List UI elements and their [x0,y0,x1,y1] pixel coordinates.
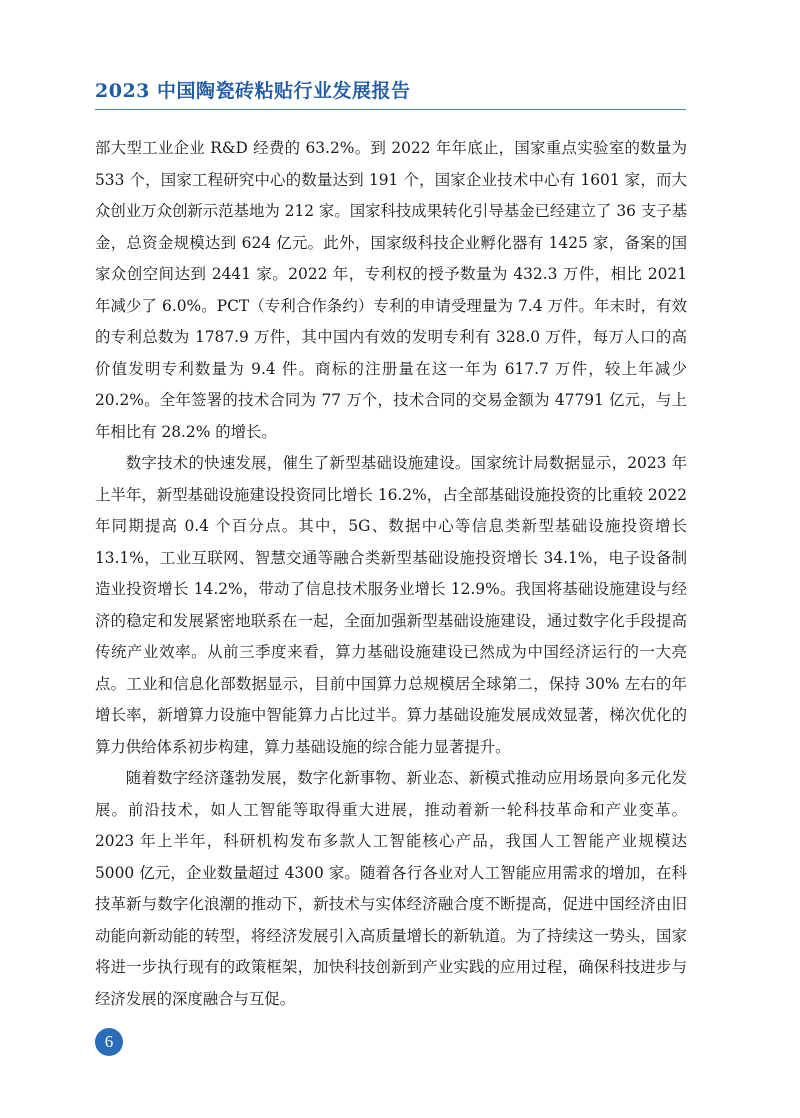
header-title: 2023 中国陶瓷砖粘贴行业发展报告 [95,80,411,102]
paragraph-digital-infrastructure: 数字技术的快速发展，催生了新型基础设施建设。国家统计局数据显示，2023 年上半年，新型基础设施建设投资同比增长 16.2%，占全部基础设施投资的比重较 2022 年同期提高 0.4 个百分点。其中，5G、数据中心等信息类新型基础设施投资增长 13.1%，工业互联网、智慧交通等融合类新型基础设施投资增长 34.1%，电子设备制造业投资增长 14.2%，带动了信息技术服务业增长 12.9%。我国将基础设施建设与经济的稳定和发展紧密地联系在一起，全面加强新型基础设施建设，通过数字化手段提高传统产业效率。从前三季度来看，算力基础设施建设已然成为中国经济运行的一大亮点。工业和信息化部数据显示，目前中国算力总规模居全球第二，保持 30% 左右的年增长率，新增算力设施中智能算力占比过半。算力基础设施发展成效显著，梯次优化的算力供给体系初步构建，算力基础设施的综合能力显著提升。 [95,454,687,756]
header-divider [95,109,686,110]
body-text [95,133,687,1015]
paragraph-ai-development: 随着数字经济蓬勃发展，数字化新事物、新业态、新模式推动应用场景向多元化发展。前沿技术，如人工智能等取得重大进展，推动着新一轮科技革命和产业变革。2023 年上半年，科研机构发布多款人工智能核心产品，我国人工智能产业规模达 5000 亿元，企业数量超过 4300 家。随着各行各业对人工智能应用需求的增加，在科技革新与数字化浪潮的推动下，新技术与实体经济融合度不断提高，促进中国经济由旧动能向新动能的转型，将经济发展引入高质量增长的新轨道。为了持续这一势头，国家将进一步执行现有的政策框架，加快科技创新到产业实践的应用过程，确保科技进步与经济发展的深度融合与互促。 [95,769,687,1008]
page-number-badge: 6 [95,1028,123,1056]
paragraph-continuation: 部大型工业企业 R&D 经费的 63.2%。到 2022 年年底止，国家重点实验室的数量为 533 个，国家工程研究中心的数量达到 191 个，国家企业技术中心有 1601 家，而大众创业万众创新示范基地为 212 家。国家科技成果转化引导基金已经建立了 36 支子基金，总资金规模达到 624 亿元。此外，国家级科技企业孵化器有 1425 家，备案的国家众创空间达到 2441 家。2022 年，专利权的授予数量为 432.3 万件，相比 2021 年减少了 6.0%。PCT（专利合作条约）专利的申请受理量为 7.4 万件。年末时，有效的专利总数为 1787.9 万件，其中国内有效的发明专利有 328.0 万件，每万人口的高价值发明专利数量为 9.4 件。商标的注册量在这一年为 617.7 万件，较上年减少 20.2%。全年签署的技术合同为 77 万个，技术合同的交易金额为 47791 亿元，与上年相比有 28.2% 的增长。 [95,139,687,441]
